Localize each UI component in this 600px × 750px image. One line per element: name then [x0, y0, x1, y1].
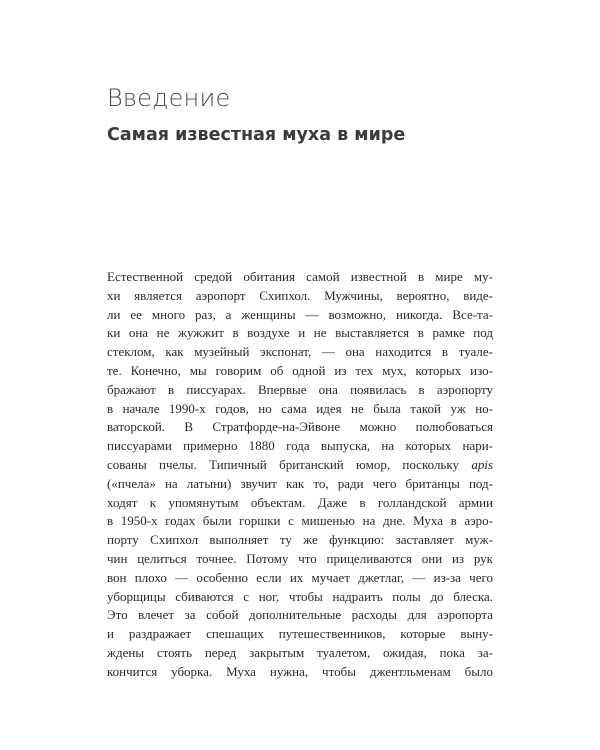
text-line: вон плохо — особенно если их мучает джетлаг, — из-за чего — [107, 569, 493, 585]
text-line: хи является аэропорт Схипхол. Мужчины, вероятно, виде- — [107, 287, 493, 303]
text-line: в 1950-х годах были горшки с мишенью на дне. Муха в аэро- — [107, 513, 493, 529]
text-line: бражают в писсуарах. Впервые она появилась в аэропорту — [107, 381, 493, 397]
text-line: писсуарами примерно 1880 года выпуска, на которых нари- — [107, 438, 493, 454]
text-line: ки она не жужжит в воздухе и не выставляется в рамке под — [107, 325, 493, 341]
text-line: ждены стоять перед закрытым туалетом, ожидая, пока за- — [107, 644, 493, 660]
text-line: («пчела» на латыни) звучит как то, ради чего британцы под- — [107, 475, 493, 491]
text-line: те. Конечно, мы говорим об одной из тех мух, которых изо- — [107, 362, 493, 378]
text-line: и раздражает спешащих путешественников, которые выну- — [107, 626, 493, 642]
text-line: стеклом, как музейный экспонат, — она находится в туале- — [107, 344, 493, 360]
text-line: сованы пчелы. Типичный британский юмор, поскольку apis — [107, 456, 493, 472]
chapter-title: Самая известная муха в мире — [107, 125, 406, 145]
latin-word: apis — [471, 456, 493, 472]
text-line: Естественной средой обитания самой известной в мире му- — [107, 269, 493, 284]
text-line: ходят к упомянутым объектам. Даже в голландской армии — [107, 494, 493, 510]
text-line: чин целиться точнее. Потому что прицеливаются они из рук — [107, 550, 493, 566]
text-line: ли ее много раз, а женщины — возможно, никогда. Все-та- — [107, 306, 493, 322]
text-line: в начале 1990-х годов, но сама идея не была такой уж но- — [107, 400, 493, 416]
body-text — [107, 268, 493, 682]
section-label: Введение — [107, 84, 231, 112]
text-line: Это влечет за собой дополнительные расходы для аэропорта — [107, 607, 493, 623]
text-line: уборщицы сбиваются с ног, чтобы надраить полы до блеска. — [107, 588, 493, 604]
text-line: порту Схипхол выполняет ту же функцию: заставляет муж- — [107, 532, 493, 548]
text-line: ваторской. В Стратфорде-на-Эйвоне можно полюбоваться — [107, 419, 493, 435]
text-line: кончится уборка. Муха нужна, чтобы джентльменам было — [107, 663, 493, 679]
